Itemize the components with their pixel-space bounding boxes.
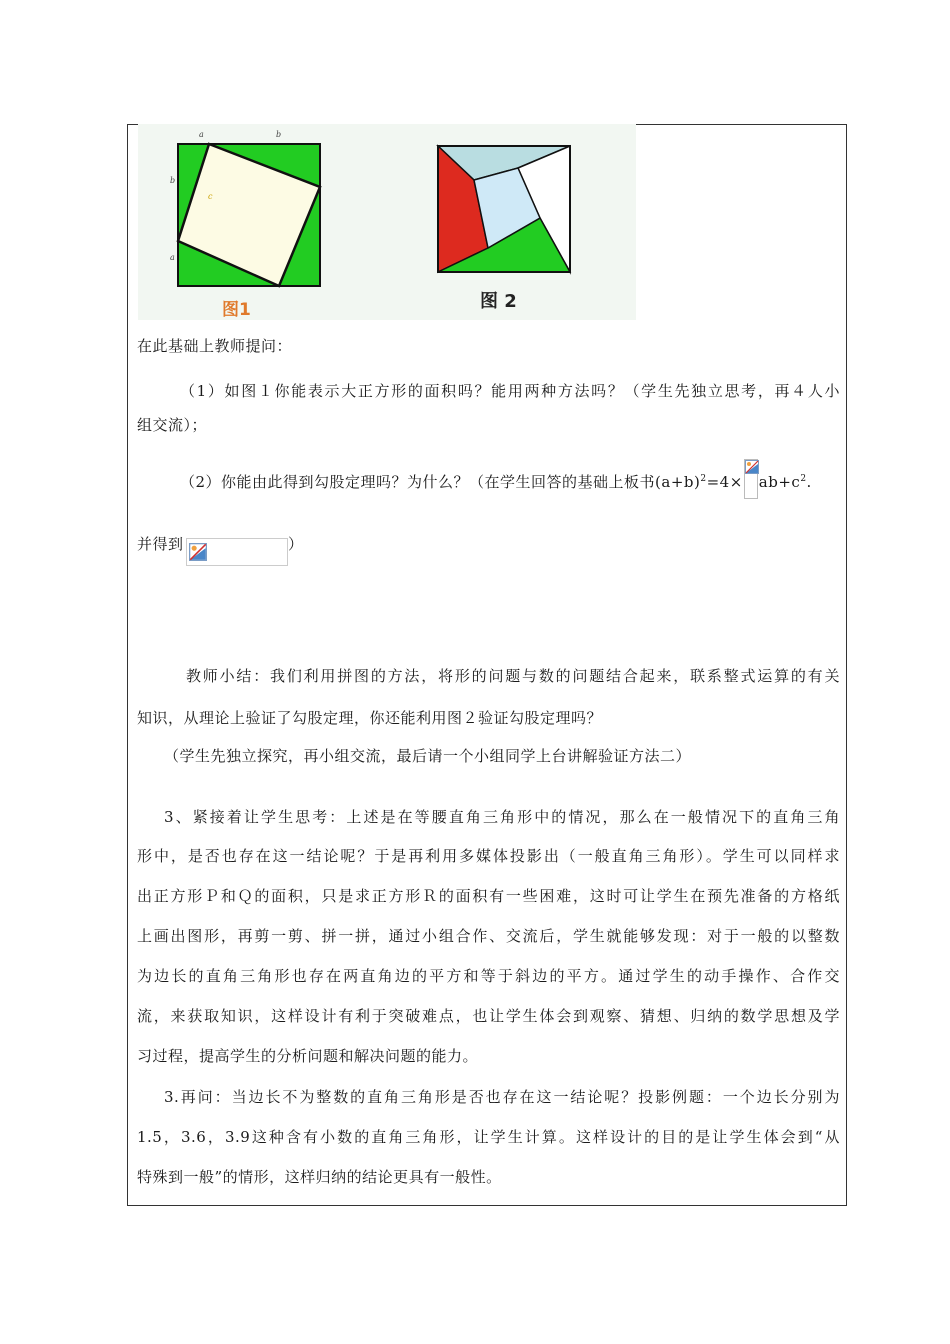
- broken-image-icon: [745, 460, 759, 474]
- question-1-line-2: 组交流）；: [137, 416, 208, 434]
- summary-line-2: 知识，从理论上验证了勾股定理，你还能利用图２验证勾股定理吗？: [137, 709, 603, 727]
- fig1-label-left-a: a: [170, 253, 175, 262]
- section-3-line-3: 出正方形Ｐ和Ｑ的面积，只是求正方形Ｒ的面积有一些困难，这时可让学生在预先准备的方格纸: [137, 887, 840, 905]
- question-2-exponent: 2: [700, 474, 707, 484]
- section-4-line-1: 3.再问：当边长不为整数的直角三角形是否也存在这一结论呢？投影例题：一个边长分别为: [164, 1088, 840, 1106]
- result-image-placeholder: [186, 538, 288, 566]
- broken-image-icon: [189, 543, 207, 561]
- question-2-formula-tail: ab+c: [758, 473, 801, 491]
- figure-1-label: 图1: [222, 300, 251, 320]
- figure-2: [430, 138, 578, 282]
- question-2-end: .: [806, 473, 812, 491]
- question-2-c-exponent: 2: [800, 474, 807, 484]
- section-3-line-7: 习过程，提高学生的分析问题和解决问题的能力。: [137, 1047, 479, 1065]
- section-3-line-6: 流，来获取知识，这样设计有利于突破难点，也让学生体会到观察、猜想、归纳的数学思想及学: [137, 1007, 840, 1025]
- intro-text: 在此基础上教师提问：: [137, 337, 293, 355]
- section-3-line-2: 形中，是否也存在这一结论呢？于是再利用多媒体投影出（一般直角三角形）。学生可以同样求: [137, 847, 840, 865]
- fig1-label-left-b: b: [170, 176, 176, 185]
- section-4-line-2: 1.5，3.6，3.9这种含有小数的直角三角形，让学生计算。这样设计的目的是让学生体会到“从: [137, 1128, 840, 1146]
- fig1-label-top-a: a: [199, 130, 204, 139]
- summary-line-3: （学生先独立探究，再小组交流，最后请一个小组同学上台讲解验证方法二）: [164, 747, 692, 765]
- question-2-equals: =4×: [706, 473, 743, 491]
- fraction-image-placeholder: [744, 459, 758, 499]
- question-2-line: [180, 459, 850, 499]
- derive-close-paren: ）: [288, 535, 304, 553]
- derive-text: 并得到: [137, 535, 184, 553]
- summary-line-1: 教师小结：我们利用拼图的方法，将形的问题与数的问题结合起来，联系整式运算的有关: [186, 667, 840, 685]
- fig1-label-inner-c: c: [208, 192, 213, 201]
- figure-2-label: 图 2: [480, 291, 517, 312]
- question-2-text: （2）你能由此得到勾股定理吗？为什么？（在学生回答的基础上板书(a+b): [180, 473, 701, 491]
- section-3-line-5: 为边长的直角三角形也存在两直角边的平方和等于斜边的平方。通过学生的动手操作、合作交: [137, 967, 840, 985]
- section-3-line-1: 3、紧接着让学生思考：上述是在等腰直角三角形中的情况，那么在一般情况下的直角三角: [164, 808, 840, 826]
- figure-1: [170, 134, 330, 294]
- section-4-line-3: 特殊到一般”的情形，这样归纳的结论更具有一般性。: [137, 1168, 502, 1186]
- section-3-line-4: 上画出图形，再剪一剪、拼一拼，通过小组合作、交流后，学生就能够发现：对于一般的以整数: [137, 927, 840, 945]
- fig1-label-top-b: b: [276, 130, 282, 139]
- question-1-line-1: （1）如图１你能表示大正方形的面积吗？能用两种方法吗？（学生先独立思考，再４人小: [180, 382, 840, 400]
